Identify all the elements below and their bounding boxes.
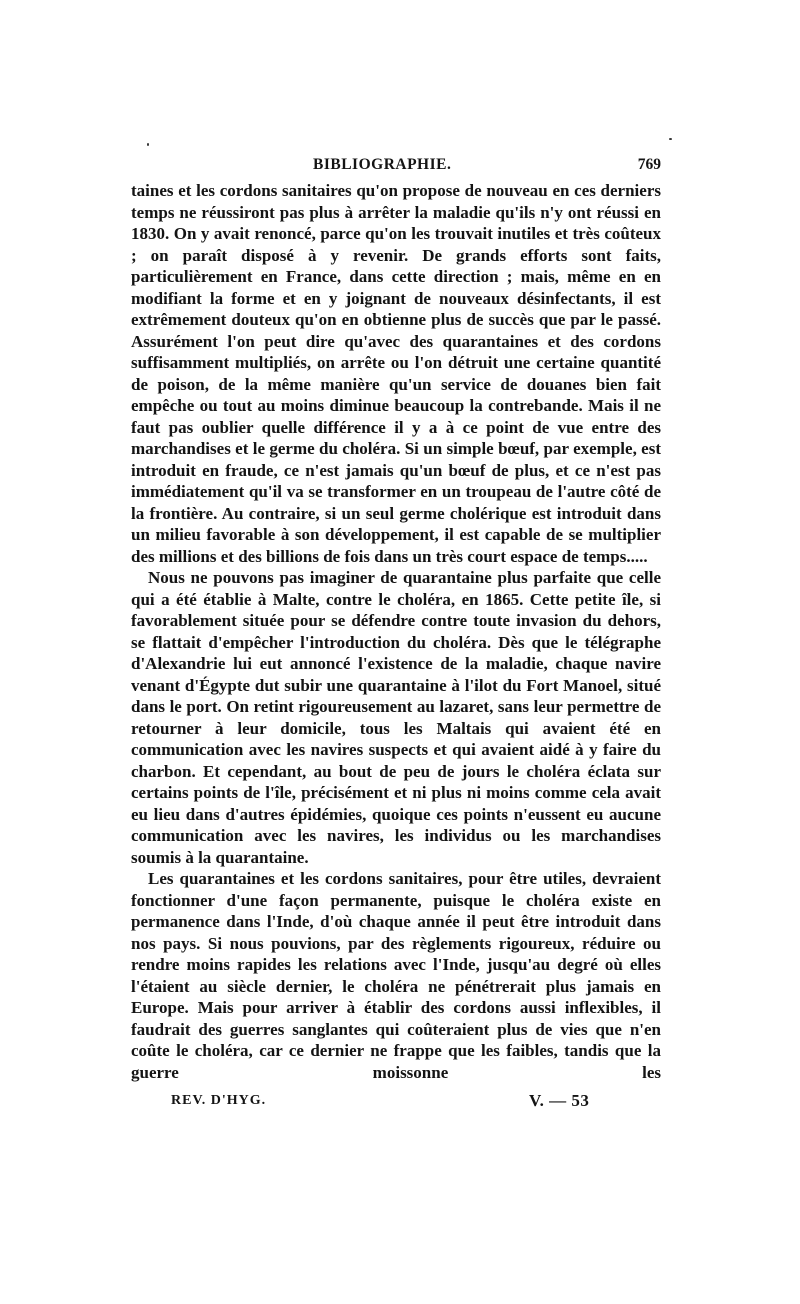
- stray-mark-top-right: [669, 138, 672, 140]
- running-title: BIBLIOGRAPHIE.: [313, 156, 452, 173]
- page-number: 769: [637, 156, 661, 173]
- volume-signature: V. — 53: [529, 1091, 590, 1110]
- stray-mark-top-left: [147, 143, 149, 146]
- book-page: [131, 154, 661, 1115]
- journal-signature: REV. D'HYG.: [171, 1093, 267, 1108]
- page-header: [131, 154, 661, 180]
- body-text: [131, 180, 661, 1083]
- paragraph-2: Nous ne pouvons pas imaginer de quarantaine plus parfaite que celle qui a été établie à Malte, contre le choléra, en 1865. Cette petite île, si favorablement située pour se défendre contre toute invasion du dehors, se flattait d'empêcher l'introduction du choléra. Dès que le télégraphe d'Alexandrie lui eut annoncé l'existence de la maladie, chaque navire venant d'Égypte dut subir une quarantaine à l'ilot du Fort Manoel, situé dans le port. On retint rigoureusement au lazaret, sans leur permettre de retourner à leur domicile, tous les Maltais qui avaient été en communication avec les navires suspects et qui avaient aidé à y faire du charbon. Et cependant, au bout de peu de jours le choléra éclata sur certains points de l'île, précisément et ni plus ni moins comme cela avait eu lieu dans d'autres épidémies, quoique ces points n'eussent eu aucune communication avec les navires, les individus ou les marchandises soumis à la quarantaine.: [131, 568, 661, 867]
- paragraph-1: taines et les cordons sanitaires qu'on propose de nouveau en ces derniers temps ne réussiront pas plus à arrêter la maladie qu'ils n'y ont réussi en 1830. On y avait renoncé, parce qu'on les trouvait inutiles et très coûteux ; on paraît disposé à y revenir. De grands efforts sont faits, particulièrement en France, dans cette direction ; mais, même en en modifiant la forme et en y joignant de nouveaux désinfectants, il est extrêmement douteux qu'on en obtienne plus de succès que par le passé. Assurément l'on peut dire qu'avec des quarantaines et des cordons suffisamment multipliés, on arrête ou l'on détruit une certaine quantité de poison, de la même manière qu'un service de douanes bien fait empêche ou tout au moins diminue beaucoup la contrebande. Mais il ne faut pas oublier quelle différence il y a à ce point de vue entre des marchandises et le germe du choléra. Si un simple bœuf, par exemple, est introduit en fraude, ce n'est jamais qu'un bœuf de plus, et ce n'est pas immédiatement qu'il va se transformer en un troupeau de l'autre côté de la frontière. Au contraire, si un seul germe cholérique est introduit dans un milieu favorable à son développement, il est capable de se multiplier des millions et des billions de fois dans un très court espace de temps.....: [131, 181, 661, 566]
- paragraph-3: Les quarantaines et les cordons sanitaires, pour être utiles, devraient fonctionner d'une façon permanente, puisque le choléra existe en permanence dans l'Inde, d'où chaque année il peut être introduit dans nos pays. Si nous pouvions, par des règlements rigoureux, réduire ou rendre moins rapides les relations avec l'Inde, jusqu'au degré où elles l'étaient au siècle dernier, le choléra ne pénétrerait plus jamais en Europe. Mais pour arriver à établir des cordons aussi inflexibles, il faudrait des guerres sanglantes qui coûteraient plus de vies que n'en coûte le choléra, car ce dernier ne frappe que les faibles, tandis que la guerre moissonne les: [131, 869, 661, 1082]
- page-footer: [131, 1089, 661, 1115]
